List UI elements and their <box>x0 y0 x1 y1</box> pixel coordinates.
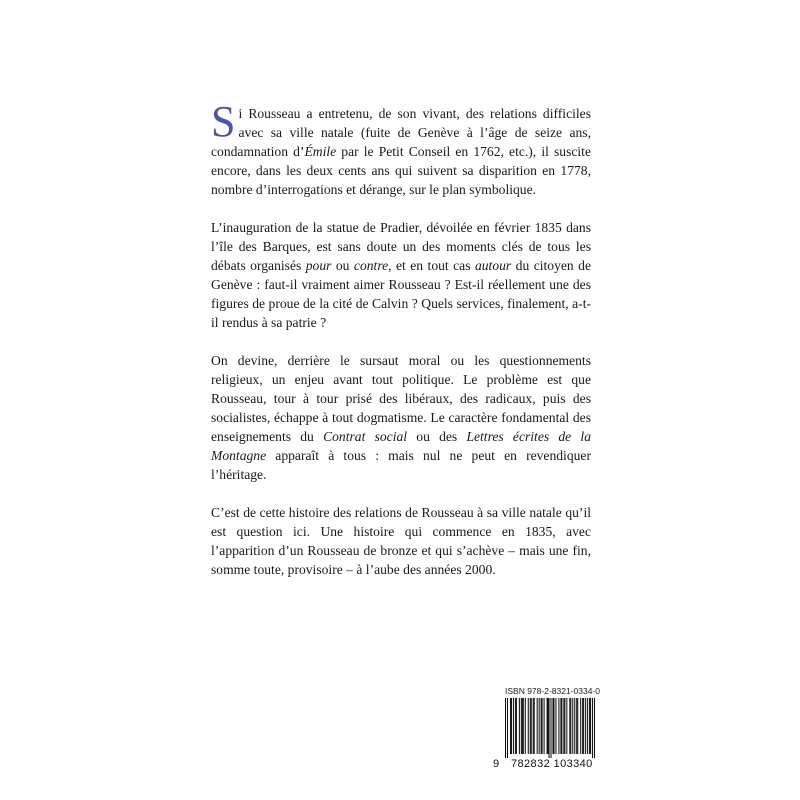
paragraph-3 <box>211 351 591 484</box>
book-title-contrat-social: Contrat social <box>323 429 408 444</box>
paragraph-1 <box>211 97 591 199</box>
barcode-bar <box>582 698 583 754</box>
barcode-bar <box>525 698 526 754</box>
isbn-label: ISBN 978-2-8321-0334-0 <box>505 686 600 696</box>
barcode-bar <box>516 698 517 754</box>
barcode-bar <box>530 698 531 754</box>
barcode-bar <box>528 698 529 754</box>
barcode-bar <box>594 698 595 758</box>
book-title-lettres: Lettres écrites de la Montagne <box>211 429 591 463</box>
barcode-bar <box>589 698 590 754</box>
barcode-bar <box>537 698 538 754</box>
barcode-bar <box>587 698 588 754</box>
barcode-bar <box>513 698 514 754</box>
barcode-bar <box>511 698 512 754</box>
barcode-bar <box>507 698 508 758</box>
barcode-bar <box>580 698 581 754</box>
emphasis-autour: autour <box>474 258 512 273</box>
barcode-first-digit: 9 <box>493 758 500 770</box>
paragraph-2 <box>211 218 591 332</box>
paragraph-4 <box>211 503 591 579</box>
paragraph-2-text-c: , et en tout cas <box>388 258 475 273</box>
barcode-bar <box>549 698 550 758</box>
barcode-bar <box>564 698 565 754</box>
paragraph-3-text-b: ou des <box>407 429 467 444</box>
barcode-digits: 782832 103340 <box>511 758 593 770</box>
barcode-bar <box>550 698 551 758</box>
barcode-bar <box>558 698 559 754</box>
emphasis-pour: pour <box>305 258 332 273</box>
barcode-bar <box>552 698 553 754</box>
barcode-bar <box>548 698 549 754</box>
barcode-bar <box>566 698 567 754</box>
barcode-bar <box>531 698 532 754</box>
barcode-bar <box>519 698 520 754</box>
barcode-bar <box>570 698 571 754</box>
barcode-bar <box>510 698 511 754</box>
drop-cap: S <box>211 97 236 146</box>
paragraph-2-text-b: ou <box>331 258 354 273</box>
barcode-bar <box>561 698 562 754</box>
paragraph-2-text-d: du citoyen de Genève : faut-il vraiment aimer Rousseau ? Est-il réellement une des figures de proue de la cité de Calvin ? Quels services, finalement, a-t-il rendus à sa patrie ? <box>211 258 592 330</box>
barcode-bar <box>533 698 534 754</box>
barcode-bar <box>553 698 554 754</box>
book-title-emile: Émile <box>304 144 337 159</box>
barcode-bar <box>572 698 573 754</box>
barcode-bar <box>560 698 561 754</box>
barcode-bar <box>523 698 524 754</box>
barcode-bar <box>592 698 593 758</box>
barcode-bar <box>563 698 564 754</box>
barcode-bar <box>590 698 591 754</box>
paragraph-3-text: On devine, derrière le sursaut moral ou les questionnements religieux, un enjeu avant tout politique. Le problème est que Rousseau, tour à tour prisé des libéraux, des radicaux, puis des socialistes, échappe à tout dogmatisme. Le caractère fondamental des enseignements du <box>211 353 591 444</box>
isbn-barcode <box>493 686 600 776</box>
paragraph-1-text: i Rousseau a entretenu, de son vivant, des relations difficiles avec sa ville natale (fuite de Genève à l’âge de seize ans, condamnation d’ <box>211 106 591 159</box>
blurb-text <box>211 97 592 598</box>
paragraph-4-text: C’est de cette histoire des relations de Rousseau à sa ville natale qu’il est question ici. Une histoire qui commence en 1835, avec l’apparition d’un Rousseau de bronze et qui s’achève – mais une fin, somme toute, provisoire – à l’aube des années 2000. <box>211 505 591 577</box>
barcode-bar <box>544 698 545 754</box>
barcode-bar <box>569 698 570 754</box>
barcode-bar <box>585 698 586 754</box>
barcode-bar <box>534 698 535 754</box>
paragraph-2-text: L’inauguration de la statue de Pradier, dévoilée en février 1835 dans l’île des Barques, est sans doute un des moments clés de tous les débats organisés <box>211 220 591 273</box>
barcode-bar <box>522 698 523 754</box>
barcode-bar <box>555 698 556 754</box>
barcode-bar <box>574 698 575 754</box>
barcode-bars <box>505 698 595 758</box>
paragraph-3-text-c: apparaît à tous : mais nul ne peut en revendiquer l’héritage. <box>211 448 591 482</box>
paragraph-1-text-cont: par le Petit Conseil en 1762, etc.), il suscite encore, dans les deux cents ans qui suivent sa disparition en 1778, nombre d’interrogations et dérange, sur le plan symbolique. <box>211 144 591 197</box>
barcode-bar <box>521 698 522 754</box>
barcode-bar <box>515 698 516 754</box>
barcode-bar <box>583 698 584 754</box>
barcode-bar <box>547 698 548 754</box>
barcode-bar <box>577 698 578 754</box>
barcode-bar <box>542 698 543 754</box>
barcode-bar <box>576 698 577 754</box>
barcode-bar <box>541 698 542 754</box>
barcode-bar <box>539 698 540 754</box>
emphasis-contre: contre <box>353 258 389 273</box>
barcode-bar <box>505 698 506 758</box>
